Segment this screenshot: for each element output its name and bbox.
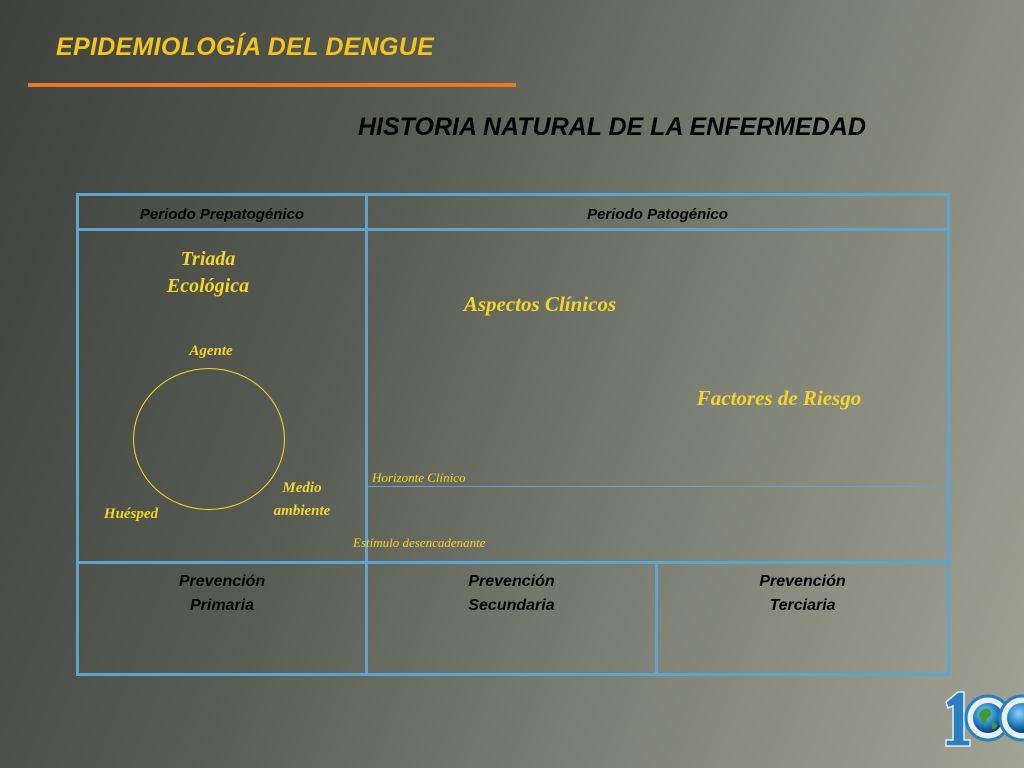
aspectos-clinicos-label: Aspectos Clínicos bbox=[463, 292, 617, 316]
header-patogenico: Periodo Patogénico bbox=[587, 206, 728, 223]
horizonte-clinico-line bbox=[368, 486, 947, 487]
triada-label-line2: Ecológica bbox=[166, 275, 250, 297]
prevencion-secundaria bbox=[368, 570, 655, 618]
header-divider bbox=[76, 228, 950, 231]
huesped-label: Huésped bbox=[103, 506, 159, 522]
horizonte-clinico-label: Horizonte Clínico bbox=[372, 470, 466, 485]
agente-label: Agente bbox=[189, 343, 233, 359]
header-prepatogenico: Periodo Prepatogénico bbox=[139, 206, 305, 223]
prevencion-terciaria-line1: Prevención bbox=[759, 573, 846, 590]
prevention-divider bbox=[76, 561, 950, 564]
prevencion-primaria-line1: Prevención bbox=[178, 573, 266, 590]
prevencion-secundaria-line1: Prevención bbox=[468, 573, 555, 590]
factores-riesgo-label: Factores de Riesgo bbox=[696, 386, 862, 410]
slide-title: EPIDEMIOLOGÍA DEL DENGUE bbox=[56, 33, 435, 61]
title-accent-bar bbox=[28, 83, 516, 87]
slide-subtitle: HISTORIA NATURAL DE LA ENFERMEDAD bbox=[358, 113, 866, 141]
globe-100-logo-icon bbox=[942, 680, 1024, 752]
prevencion-terciaria bbox=[658, 570, 947, 618]
medio-label-line1: Medio bbox=[282, 480, 322, 496]
prevencion-primaria-line2: Primaria bbox=[189, 597, 255, 614]
triada-label-line1: Triada bbox=[180, 248, 236, 270]
prevencion-terciaria-line2: Terciaria bbox=[769, 597, 836, 614]
medio-label-line2: ambiente bbox=[273, 503, 331, 519]
estimulo-label: Estímulo desencadenante bbox=[353, 535, 486, 550]
prevencion-secundaria-line2: Secundaria bbox=[468, 597, 555, 614]
prevencion-primaria bbox=[79, 570, 365, 618]
